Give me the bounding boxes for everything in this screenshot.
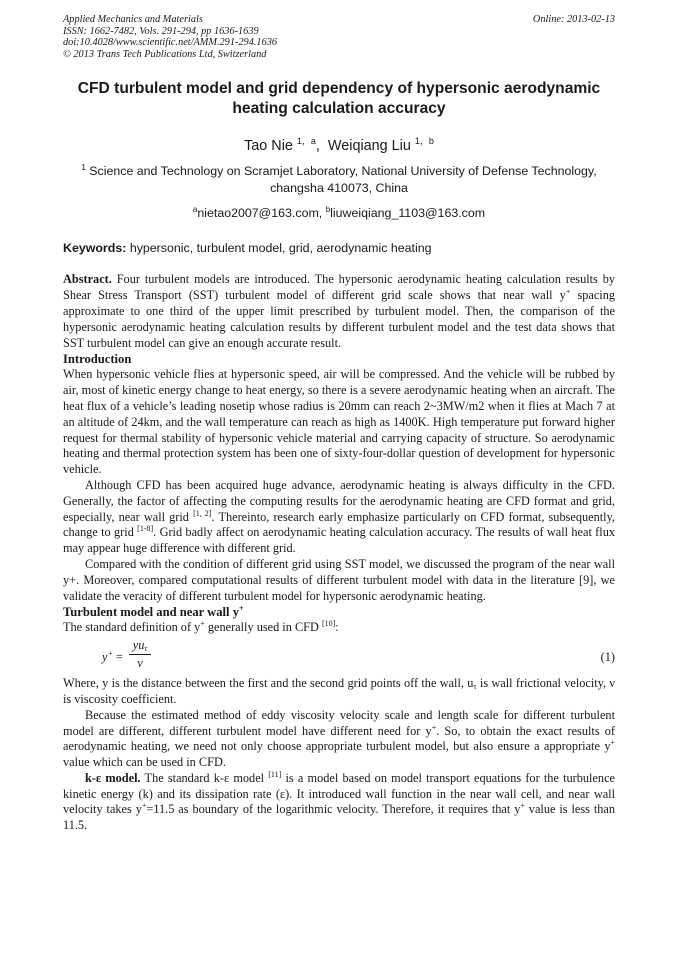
author-superscript: 1，a bbox=[296, 136, 316, 147]
paragraph-text: The standard definition of y bbox=[63, 620, 201, 635]
keywords-label: Keywords: bbox=[63, 241, 127, 256]
author-separator: , bbox=[315, 138, 320, 155]
publication-header bbox=[63, 14, 615, 60]
heading-text: Turbulent model and near wall y bbox=[63, 605, 239, 620]
issn-line: ISSN: 1662-7482, Vols. 291-294, pp 1636-1639 bbox=[63, 25, 259, 37]
email-link[interactable]: liuweiqiang_1103@163.com bbox=[330, 206, 486, 221]
section-heading-turbulent-model bbox=[63, 604, 615, 620]
journal-name: Applied Mechanics and Materials bbox=[63, 14, 203, 25]
paragraph bbox=[63, 708, 615, 771]
equation-lhs bbox=[102, 650, 123, 665]
doi-line: doi:10.4028/www.scientific.net/AMM.291-294.1636 bbox=[63, 37, 278, 49]
paper-title: CFD turbulent model and grid dependency of hypersonic aerodynamic heating calculation accuracy bbox=[77, 80, 601, 118]
citation[interactable]: [10] bbox=[321, 619, 336, 629]
equation bbox=[63, 638, 615, 676]
equation-fraction bbox=[129, 638, 151, 671]
online-date: Online: 2013-02-13 bbox=[532, 14, 615, 25]
author-superscript: 1，b bbox=[414, 136, 434, 147]
paragraph: Compared with the condition of different grid using SST model, we discussed the program of the near wall y+. Moreover, compared computational results of different turbulent model with data in the literature [9], we validate the veracity of different turbulent model for hypersonic aerodynamic heating. bbox=[63, 556, 615, 603]
superscript: + bbox=[520, 801, 525, 811]
paragraph bbox=[63, 620, 615, 636]
abstract bbox=[63, 272, 615, 351]
paragraph bbox=[63, 676, 615, 708]
fraction-denominator: ν bbox=[137, 656, 143, 671]
keywords-text: hypersonic, turbulent model, grid, aerodynamic heating bbox=[129, 241, 432, 256]
superscript: + bbox=[565, 287, 571, 297]
paragraph-text: . Grid badly affect on aerodynamic heating calculation accuracy. The results of wall heat flux may appear huge difference with different grid. bbox=[63, 525, 615, 556]
paragraph-text: . Thereinto, research early emphasize particularly on CFD format, subsequently, change to grid bbox=[63, 509, 616, 540]
paragraph-text: Where, y is the distance between the first and the second grid points off the wall, u bbox=[63, 676, 474, 691]
superscript: + bbox=[239, 604, 244, 614]
paper-page bbox=[63, 14, 615, 834]
paragraph bbox=[63, 478, 615, 557]
citation[interactable]: [1, 2] bbox=[193, 508, 212, 518]
superscript: + bbox=[141, 801, 147, 811]
abstract-text: spacing approximate to one third of the upper limit prescribed by turbulent model. Then, the comparison of the hypersonic aerodynamic heating calculation results by different turbulent model and the test data shows that SST turbulent model can give an enough accurate result. bbox=[63, 288, 616, 350]
superscript: + bbox=[431, 722, 437, 732]
author-name: Tao Nie bbox=[244, 138, 293, 155]
section-heading-introduction: Introduction bbox=[63, 352, 132, 367]
superscript: + bbox=[610, 738, 615, 748]
citation[interactable]: [11] bbox=[268, 769, 282, 779]
paragraph-text: . So, to obtain the exact results of aerodynamic heating, we need not only choose appropriate turbulent model, but also ensure a appropriate y bbox=[63, 723, 615, 754]
copyright-line: © 2013 Trans Tech Publications Ltd, Switzerland bbox=[63, 48, 267, 60]
affiliation-superscript: 1 bbox=[81, 163, 86, 173]
citation[interactable]: [1-8] bbox=[137, 524, 154, 534]
subscript: τ bbox=[144, 644, 148, 654]
paragraph-text: Because the estimated method of eddy viscosity velocity scale and length scale for different turbulent model are different, different turbulent model have different need for y bbox=[63, 707, 615, 738]
paragraph-text: generally used in CFD bbox=[204, 620, 322, 635]
subscript: τ bbox=[473, 682, 477, 692]
affiliation-text: Science and Technology on Scramjet Laboratory, National University of Defense Technology, changsha 410073, China bbox=[89, 164, 597, 195]
paragraph-text: value which can be used in CFD. bbox=[63, 755, 226, 770]
subsection-label: k-ε model. bbox=[85, 770, 141, 785]
paragraph-text: value is less than 11.5. bbox=[63, 802, 615, 833]
author-emails bbox=[63, 202, 615, 221]
equation-number: (1) bbox=[600, 650, 615, 665]
superscript: + bbox=[107, 649, 113, 659]
email-separator: , bbox=[318, 206, 326, 221]
keywords bbox=[63, 240, 615, 256]
paragraph-text: is a model based on model transport equations for the turbulence kinetic energy (k) and its dissipation rate (ε). It introduced wall function in the near wall cell, and near wall velocity takes y bbox=[63, 770, 615, 817]
fraction-numerator bbox=[129, 638, 151, 655]
email-superscript: a bbox=[192, 205, 198, 215]
numerator-text: yu bbox=[132, 638, 145, 653]
equals-sign: = bbox=[112, 650, 123, 665]
paragraph-text: is wall frictional velocity, ν is viscosity coefficient. bbox=[63, 676, 615, 706]
author-name: Weiqiang Liu bbox=[327, 138, 411, 155]
email-superscript: b bbox=[325, 205, 331, 215]
superscript: + bbox=[200, 619, 205, 629]
paragraph: When hypersonic vehicle flies at hypersonic speed, air will be compressed. And the vehicle will be rubbed by air, most of kinetic energy change to heat energy, so there is a severe aerodynamic heating when an aircraft. The heat flux of a vehicle’s leading nosetip whose radius is 20mm can reach 2~3MW/m2 when it flies at Mach 7 at an altitude of 24km, and the wall temperature can reach as high as 1400K. High temperature put forward higher request for thermal stability of hypersonic vehicle material and carrying capacity of structure. So aerodynamic heating and thermal protection system has been one of sixty-four-dollar question of development for hypersonic vehicle. bbox=[63, 367, 615, 477]
author-list bbox=[63, 132, 615, 155]
paragraph-text: =11.5 as boundary of the logarithmic velocity. Therefore, it requires that y bbox=[146, 802, 521, 817]
equation-variable: y bbox=[102, 650, 108, 665]
paragraph-text: : bbox=[335, 620, 339, 635]
paragraph-text: The standard k-ε model bbox=[140, 770, 269, 785]
paragraph-text: Although CFD has been acquired huge advance, aerodynamic heating is always difficulty in the CFD. Generally, the factor of affecting the computing results for the aerodynamic heating are CFD format and grid, especially, near wall grid bbox=[63, 477, 615, 524]
abstract-text: Four turbulent models are introduced. The hypersonic aerodynamic heating calculation results by Shear Stress Transport (SST) turbulent model of different grid scale shows that near wall y bbox=[63, 272, 615, 303]
affiliation bbox=[63, 160, 615, 196]
paragraph bbox=[63, 771, 615, 834]
email-link[interactable]: nietao2007@163.com bbox=[197, 206, 319, 221]
abstract-label: Abstract. bbox=[63, 272, 112, 287]
